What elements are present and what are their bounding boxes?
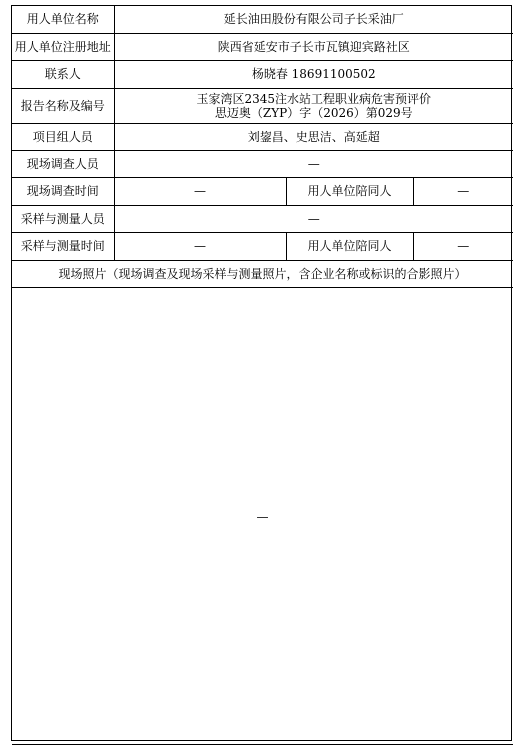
row-team [12, 123, 513, 150]
employer-name-value: 延长油田股份有限公司子长采油厂 [114, 6, 513, 33]
sampling-time-value: — [114, 232, 286, 260]
row-sampling-time [12, 232, 513, 260]
photo-area [12, 288, 513, 744]
sampling-companion-value: — [413, 232, 513, 260]
sampling-staff-label: 采样与测量人员 [12, 205, 114, 232]
row-photo-area [12, 287, 513, 744]
row-photo-header [12, 260, 513, 287]
row-site-survey-time [12, 177, 513, 205]
row-contact [12, 60, 513, 88]
row-employer-name [12, 6, 513, 33]
site-survey-companion-value: — [413, 177, 513, 205]
report-label: 报告名称及编号 [12, 88, 114, 123]
photo-cell [12, 287, 513, 744]
team-label: 项目组人员 [12, 123, 114, 150]
report-name: 玉家湾区2345注水站工程职业病危害预评价 [196, 91, 432, 106]
row-report [12, 88, 513, 123]
sampling-companion-label: 用人单位陪同人 [286, 232, 413, 260]
report-number: 思迈奥（ZYP）字（2026）第029号 [214, 105, 413, 120]
employer-name-label: 用人单位名称 [12, 6, 114, 33]
sampling-staff-value: — [114, 205, 513, 232]
registered-address-value: 陕西省延安市子长市瓦镇迎宾路社区 [114, 33, 513, 60]
row-site-survey-staff [12, 150, 513, 177]
site-survey-staff-label: 现场调查人员 [12, 150, 114, 177]
form-table [12, 6, 513, 745]
site-survey-companion-label: 用人单位陪同人 [286, 177, 413, 205]
registered-address-label: 用人单位注册地址 [12, 33, 114, 60]
row-registered-address [12, 33, 513, 60]
row-sampling-staff [12, 205, 513, 232]
site-survey-time-value: — [114, 177, 286, 205]
team-value: 刘鋆昌、史思洁、高延超 [114, 123, 513, 150]
site-survey-staff-value: — [114, 150, 513, 177]
photo-value: — [256, 509, 269, 524]
sampling-time-label: 采样与测量时间 [12, 232, 114, 260]
site-survey-time-label: 现场调查时间 [12, 177, 114, 205]
photo-label: 现场照片（现场调查及现场采样与测量照片，含企业名称或标识的合影照片） [12, 260, 513, 287]
contact-value: 杨晓春 18691100502 [114, 60, 513, 88]
contact-label: 联系人 [12, 60, 114, 88]
report-value [114, 88, 513, 123]
survey-record-form [11, 5, 512, 741]
